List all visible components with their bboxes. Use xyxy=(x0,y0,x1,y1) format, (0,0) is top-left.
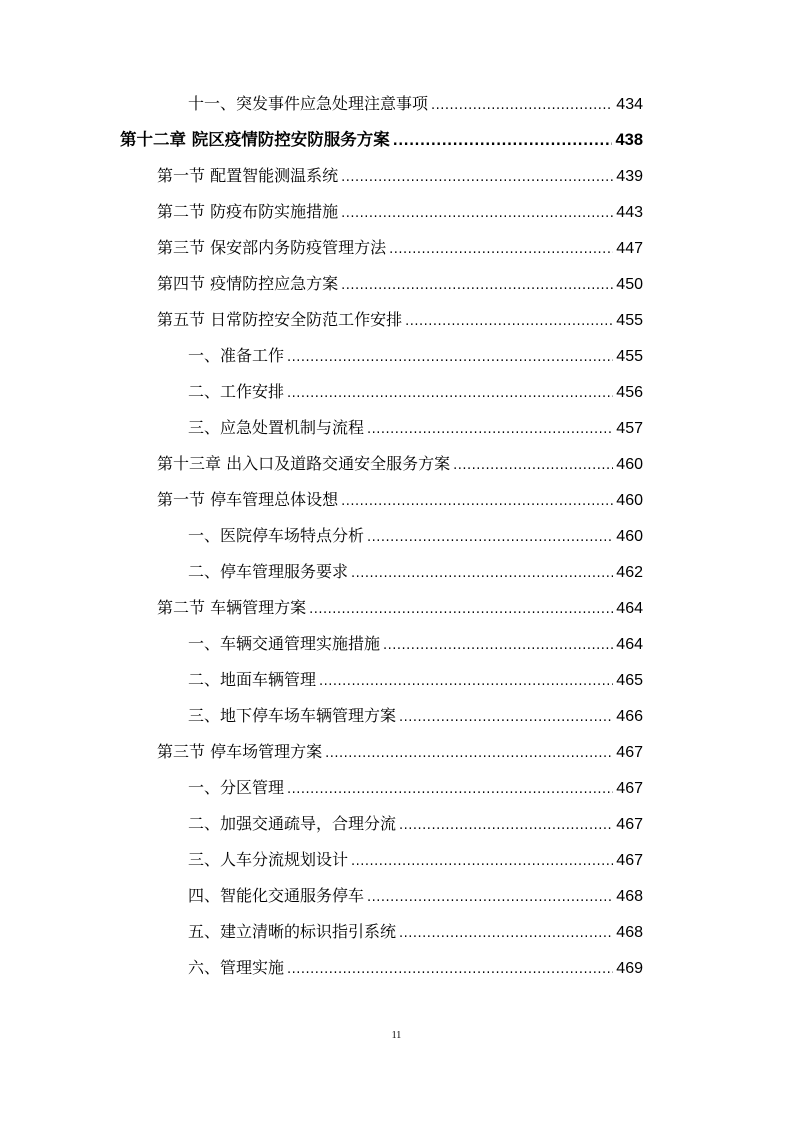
toc-leader-dots xyxy=(405,310,613,334)
toc-entry[interactable] xyxy=(188,524,643,548)
toc-leader-dots xyxy=(351,850,613,874)
toc-leader-dots xyxy=(399,922,613,946)
page-number: 11 xyxy=(391,1030,402,1041)
toc-entry[interactable] xyxy=(188,704,643,728)
toc-entry-title: 第二节 防疫布防实施措施 xyxy=(157,202,339,221)
toc-leader-dots xyxy=(341,490,613,514)
toc-leader-dots xyxy=(341,202,613,226)
toc-leader-dots xyxy=(389,238,613,262)
toc-entry[interactable] xyxy=(188,380,643,404)
toc-entry-title: 第三节 停车场管理方案 xyxy=(157,742,323,761)
toc-leader-dots xyxy=(287,382,613,406)
toc-entry-title: 一、车辆交通管理实施措施 xyxy=(188,634,381,653)
toc-entry-title: 二、停车管理服务要求 xyxy=(188,562,349,581)
toc-entry-page: 447 xyxy=(616,240,643,257)
toc-entry-page: 467 xyxy=(616,852,643,869)
toc-leader-dots xyxy=(393,130,613,154)
toc-leader-dots xyxy=(341,274,613,298)
toc-entry[interactable] xyxy=(188,344,643,368)
toc-entry-page: 455 xyxy=(616,348,643,365)
toc-leader-dots xyxy=(431,94,613,118)
toc-entry-page: 434 xyxy=(616,96,643,113)
toc-entry-page: 467 xyxy=(616,816,643,833)
toc-entry-title: 三、地下停车场车辆管理方案 xyxy=(188,706,397,725)
toc-leader-dots xyxy=(351,562,613,586)
toc-entry[interactable] xyxy=(157,740,643,764)
toc-chapter-entry[interactable] xyxy=(120,128,643,152)
toc-entry-page: 464 xyxy=(616,636,643,653)
toc-entry-page: 467 xyxy=(616,780,643,797)
toc-entry-page: 450 xyxy=(616,276,643,293)
toc-entry-title: 第四节 疫情防控应急方案 xyxy=(157,274,339,293)
toc-entry-title: 第一节 配置智能测温系统 xyxy=(157,166,339,185)
toc-entry-title: 第一节 停车管理总体设想 xyxy=(157,490,339,509)
toc-entry-page: 460 xyxy=(616,528,643,545)
toc-entry-page: 438 xyxy=(615,131,643,149)
toc-entry[interactable] xyxy=(188,776,643,800)
toc-entry-title: 一、准备工作 xyxy=(188,346,285,365)
toc-entry-title: 四、智能化交通服务停车 xyxy=(188,886,365,905)
toc-leader-dots xyxy=(309,598,613,622)
toc-entry[interactable] xyxy=(188,920,643,944)
toc-entry-page: 468 xyxy=(616,924,643,941)
toc-entry-page: 468 xyxy=(616,888,643,905)
toc-entry[interactable] xyxy=(188,560,643,584)
toc-entry[interactable] xyxy=(188,848,643,872)
toc-entry-title: 三、人车分流规划设计 xyxy=(188,850,349,869)
toc-entry-page: 439 xyxy=(616,168,643,185)
toc-leader-dots xyxy=(367,886,613,910)
toc-entry[interactable] xyxy=(157,236,643,260)
toc-entry[interactable] xyxy=(157,272,643,296)
toc-entry[interactable] xyxy=(157,452,643,476)
toc-entry-title: 十一、突发事件应急处理注意事项 xyxy=(188,94,429,113)
toc-entry-page: 466 xyxy=(616,708,643,725)
toc-entry-title: 二、加强交通疏导，合理分流 xyxy=(188,814,397,833)
toc-entry-page: 460 xyxy=(616,456,643,473)
toc-entry-page: 465 xyxy=(616,672,643,689)
toc-entry-title: 一、分区管理 xyxy=(188,778,285,797)
toc-leader-dots xyxy=(453,454,613,478)
toc-entry-title: 二、地面车辆管理 xyxy=(188,670,317,689)
toc-leader-dots xyxy=(341,166,613,190)
toc-entry[interactable] xyxy=(188,884,643,908)
toc-entry[interactable] xyxy=(188,956,643,980)
toc-leader-dots xyxy=(367,526,613,550)
toc-leader-dots xyxy=(399,814,613,838)
toc-leader-dots xyxy=(319,670,613,694)
toc-leader-dots xyxy=(383,634,613,658)
toc-entry[interactable] xyxy=(188,632,643,656)
toc-leader-dots xyxy=(399,706,613,730)
toc-leader-dots xyxy=(287,778,613,802)
toc-entry-title: 五、建立清晰的标识指引系统 xyxy=(188,922,397,941)
toc-entry-title: 六、管理实施 xyxy=(188,958,285,977)
toc-entry-title: 一、医院停车场特点分析 xyxy=(188,526,365,545)
toc-entry-title: 三、应急处置机制与流程 xyxy=(188,418,365,437)
toc-entry[interactable] xyxy=(188,668,643,692)
toc-entry-page: 443 xyxy=(616,204,643,221)
toc-entry[interactable] xyxy=(157,308,643,332)
toc-entry-title: 第十二章 院区疫情防控安防服务方案 xyxy=(120,130,390,149)
toc-entry[interactable] xyxy=(188,812,643,836)
toc-entry-page: 464 xyxy=(616,600,643,617)
toc-entry[interactable] xyxy=(188,92,643,116)
toc-leader-dots xyxy=(287,346,613,370)
toc-entry-title: 第二节 车辆管理方案 xyxy=(157,598,307,617)
toc-entry[interactable] xyxy=(157,200,643,224)
toc-entry-title: 二、工作安排 xyxy=(188,382,285,401)
toc-entry-page: 462 xyxy=(616,564,643,581)
toc-leader-dots xyxy=(325,742,613,766)
toc-entry-page: 467 xyxy=(616,744,643,761)
toc-entry[interactable] xyxy=(157,488,643,512)
toc-leader-dots xyxy=(287,958,613,982)
toc-entry[interactable] xyxy=(157,596,643,620)
toc-entry-page: 469 xyxy=(616,960,643,977)
toc-entry[interactable] xyxy=(188,416,643,440)
toc-entry-title: 第五节 日常防控安全防范工作安排 xyxy=(157,310,403,329)
toc-entry-page: 460 xyxy=(616,492,643,509)
toc-entry-page: 457 xyxy=(616,420,643,437)
toc-entry[interactable] xyxy=(157,164,643,188)
toc-entry-page: 455 xyxy=(616,312,643,329)
toc-entry-title: 第三节 保安部内务防疫管理方法 xyxy=(157,238,387,257)
toc-entry-page: 456 xyxy=(616,384,643,401)
toc-leader-dots xyxy=(367,418,613,442)
toc-entry-title: 第十三章 出入口及道路交通安全服务方案 xyxy=(157,454,451,473)
